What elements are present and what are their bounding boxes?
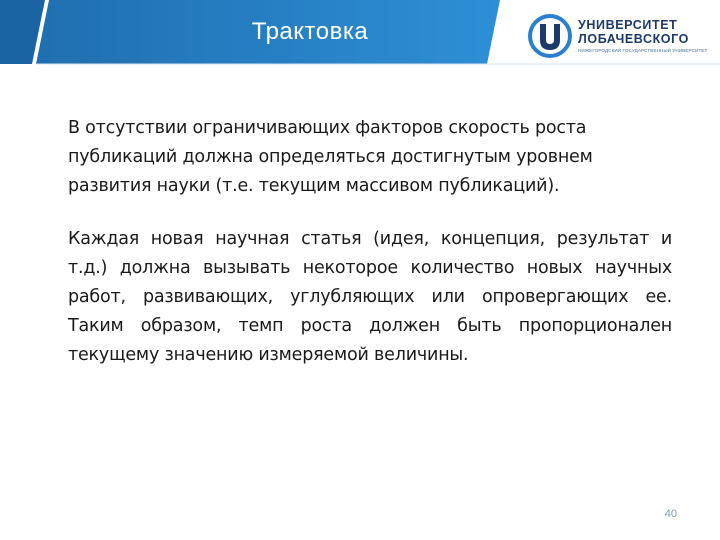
logo-line-2: ЛОБАЧЕВСКОГО bbox=[578, 32, 689, 46]
university-emblem-icon bbox=[528, 14, 572, 58]
paragraph-2: Каждая новая научная статья (идея, концепция, результат и т.д.) должна вызывать некоторое количество новых научных работ, развивающих, углубляющих или опровергающих ее. Таким образом, темп роста должен быть пропорционален текущему значению измеряемой величины. bbox=[68, 229, 672, 365]
page-number: 40 bbox=[664, 508, 677, 520]
logo-subtitle: НИЖЕГОРОДСКИЙ ГОСУДАРСТВЕННЫЙ УНИВЕРСИТЕТ bbox=[578, 48, 708, 53]
logo-line-1: УНИВЕРСИТЕТ bbox=[578, 18, 678, 32]
slide-title: Трактовка bbox=[251, 18, 369, 45]
paragraph-1: В отсутствии ограничивающих факторов скорость роста публикаций должна определяться достигнутым уровнем развития науки (т.е. текущим массивом публикаций). bbox=[68, 118, 593, 196]
slide-body bbox=[68, 114, 672, 370]
university-logo bbox=[528, 14, 708, 58]
